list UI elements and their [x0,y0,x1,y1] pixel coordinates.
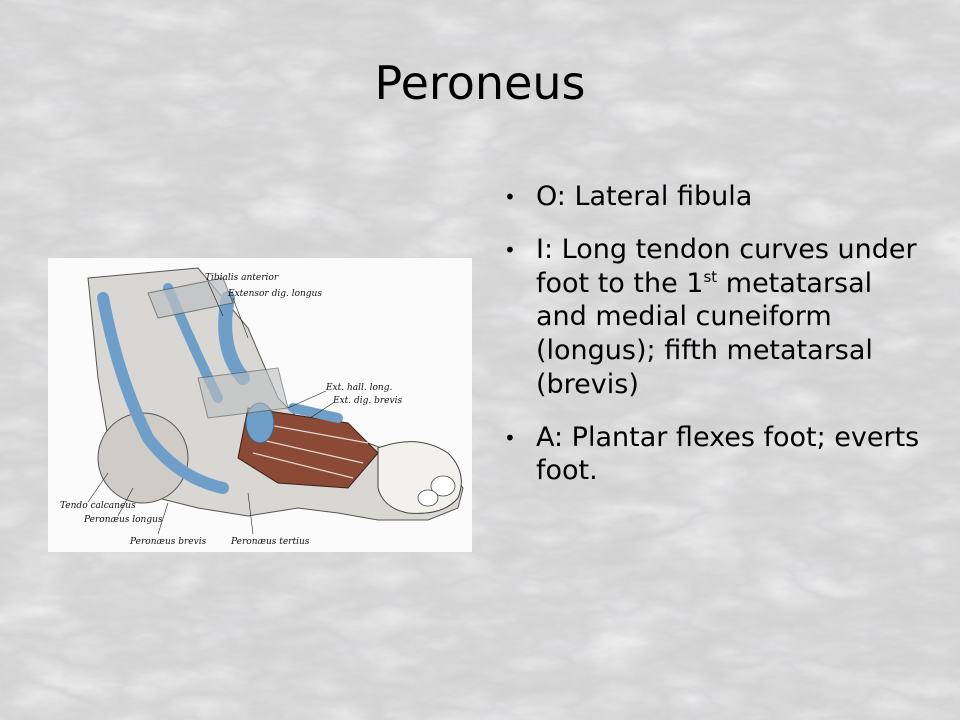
label-tendo-calcaneus: Tendo calcaneus [60,501,136,511]
label-peronaeus-brevis: Peronæus brevis [130,537,207,547]
bullet-text-part: I: Long tendon curves under foot to the 1 [536,233,917,299]
bullet-text: A: Plantar flexes foot; everts foot. [536,421,920,487]
bullet-text: O: Lateral fibula [536,181,753,212]
anatomy-figure [48,258,472,552]
bullet-list [500,180,920,507]
bullet-action [500,421,920,489]
bullet-insertion [500,233,920,402]
bullet-origin [500,180,920,214]
label-peronaeus-longus: Peronæus longus [84,515,163,525]
label-tibialis-anterior: Tibialis anterior [205,273,279,283]
label-ext-dig-brevis: Ext. dig. brevis [333,396,403,406]
superscript-st: st [703,267,718,286]
label-peronaeus-tertius: Peronæus tertius [231,537,310,547]
bullet-dot-icon: • [504,237,516,262]
label-ext-hall-long: Ext. hall. long. [326,383,393,393]
bullet-dot-icon: • [504,425,516,450]
bullet-text-part: metatarsal and medial cuneiform (longus); fifth metatarsal (brevis) [536,267,873,400]
label-extensor-dig-longus: Extensor dig. longus [228,289,322,299]
bullet-dot-icon: • [504,185,516,209]
foot-illustration [48,258,472,552]
slide-title: Peroneus [374,56,586,110]
